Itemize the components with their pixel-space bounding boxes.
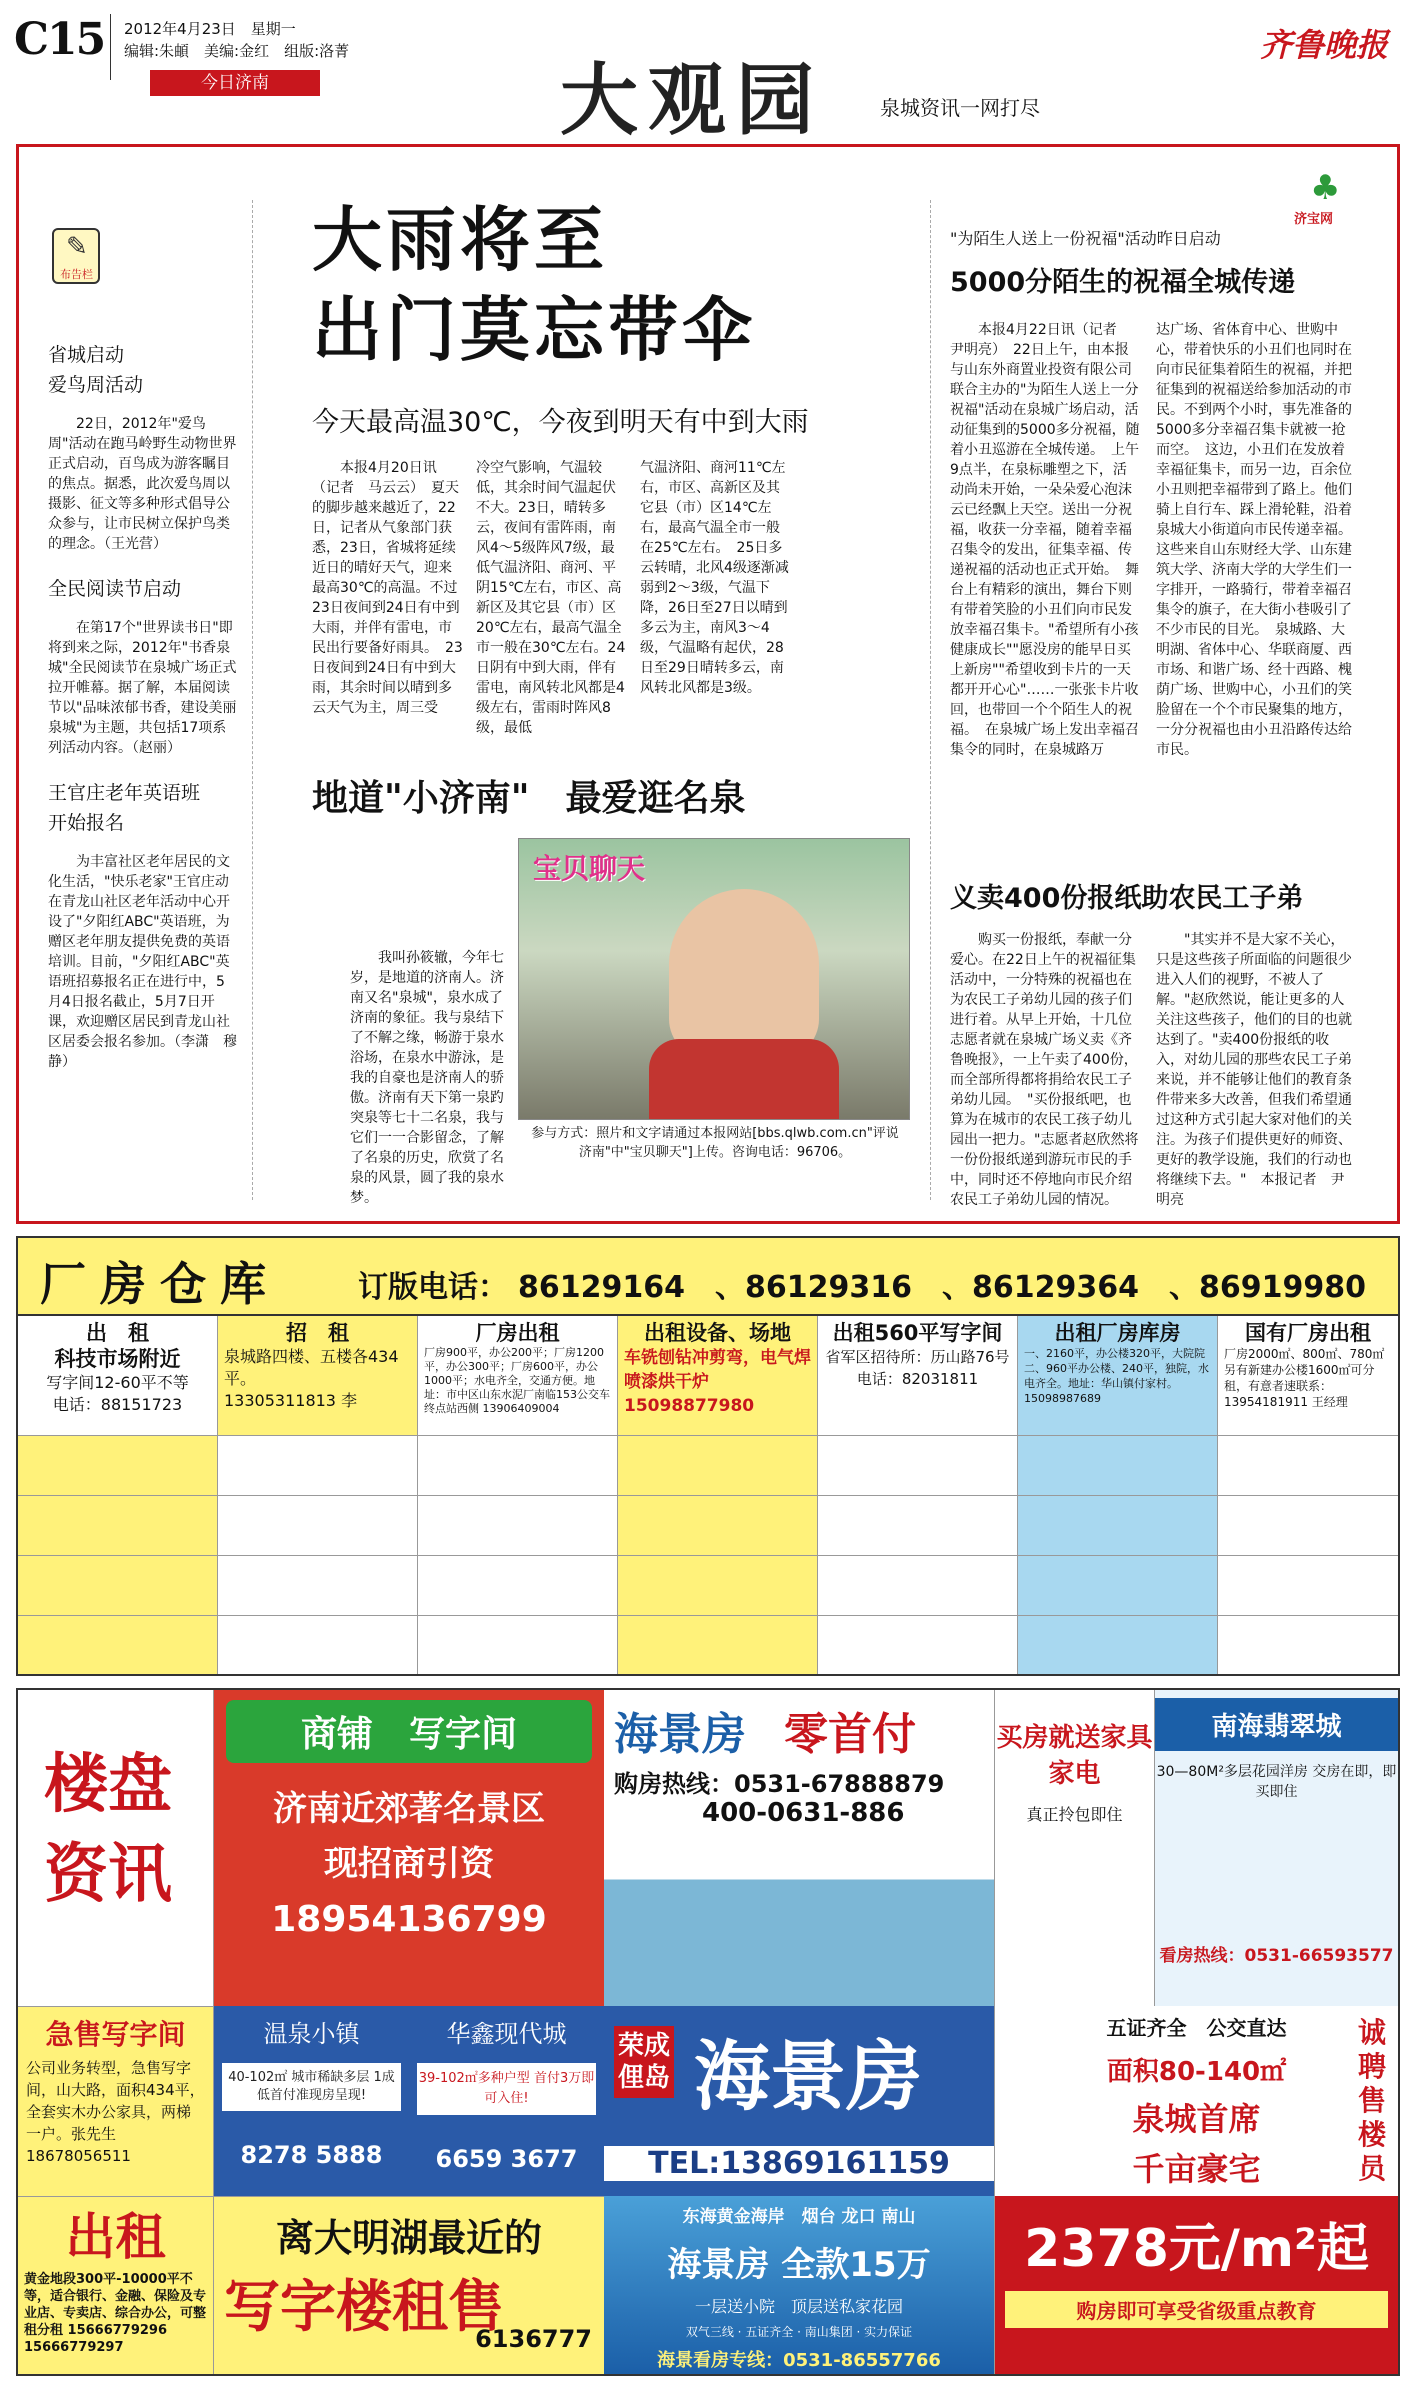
huaxin-phone: 6659 3677	[435, 2145, 578, 2173]
mingu-phone: 6136777	[475, 2325, 592, 2353]
huaxin-title: 华鑫现代城	[446, 2020, 567, 2048]
nanhai-sub: 30—80M²多层花园洋房 交房在即，即买即住	[1156, 1764, 1397, 1800]
seaview-title: 海景房	[614, 1709, 746, 1760]
ad-haijing2	[604, 2196, 994, 2374]
blessing-kicker: "为陌生人送上一份祝福"活动昨日启动	[950, 229, 1221, 248]
phones: 86129164 、86129316 、86129364 、86919980	[518, 1270, 1366, 1305]
divider	[110, 14, 111, 80]
shop-tabs: 商铺 写字间	[226, 1700, 592, 1763]
newspaper-headline: 义卖400份报纸助农民工子弟	[950, 883, 1304, 914]
ad-seaview	[604, 1690, 994, 2006]
huaxin-sub: 39-102㎡多种户型 首付3万即可入住!	[417, 2063, 596, 2115]
loupan-title: 楼盘资讯	[44, 1747, 172, 1912]
nanhai-title: 南海翡翠城	[1155, 1698, 1398, 1751]
ad-cell-title: 国有厂房出租	[1245, 1321, 1371, 1345]
tree-icon: ♣	[1310, 168, 1341, 208]
ad-cell-title: 出租设备、场地	[644, 1321, 791, 1345]
haijing2-line-2: 海景房 全款15万	[667, 2245, 931, 2285]
divider	[930, 200, 932, 1200]
bulletin-item-title: 全民阅读节启动	[48, 578, 182, 600]
nanhai-phone: 看房热线：0531-66593577	[1159, 1946, 1394, 1966]
blessing-col-1: 本报4月22日讯（记者 尹明亮） 22日上午，由本报与山东外商置业投资有限公司联合主办的"为陌生人送上一分祝福"活动在泉城广场启动，活动征集到的5000多分祝福，随着小丑巡游在全城传递。 上午9点半，在泉标雕塑之下，活动尚未开始，一朵朵爱心泡沫云已经飘上天空。送出一分祝福，收获一分幸福，随着幸福召集令的发出，征集幸福、传递祝福的活动也正式开始。 舞台上有精彩的演出，舞台下则有带着笑脸的小丑们向市民发放幸福召集卡。"希望所有小孩健康成长""愿没房的能早日买上新房""希望收到卡片的一天都开开心心"……一张张卡片收回，也带回一个个陌生人的祝福。 在泉城广场上发出幸福召集令的同时，在泉城路万	[950, 322, 1140, 758]
blessing-col-2: 达广场、省体育中心、世购中心，带着快乐的小丑们也同时在向市民征集着陌生的祝福，并把征集到的祝福送给参加活动的市民。不到两个小时，事先准备的5000多分幸福召集卡就被一抢而空。 这边，小丑们在发放着幸福征集卡，而另一边，百余位小丑则把幸福带到了路上。他们骑上自行车、踩上滑轮鞋，沿着泉城大小街道向市民传递幸福。 这些来自山东财经大学、山东建筑大学、济南大学的大学生们一字排开，一路骑行，带着幸福召集令的旗子，在大街小巷吸引了不少市民的目光。 泉城路、大明湖、省体中心、华联商厦、西市场、和谐广场、经十西路、槐荫广场、世购中心，小丑们的笑脸留在一个个市民聚集的地方，一分分祝福也由小丑沿路传达给市民。	[1156, 322, 1359, 758]
quancheng-text: 泉城首席	[1132, 2100, 1261, 2138]
shop-line-1: 济南近郊著名景区	[273, 1789, 545, 1829]
chuzu-title: 出租	[65, 2208, 166, 2266]
ad-price	[994, 2196, 1398, 2374]
ad-rongcheng	[604, 2006, 994, 2196]
rongcheng-title: 海景房	[694, 2032, 922, 2121]
ad-cell	[218, 1316, 418, 1436]
bulletin-badge	[52, 228, 100, 284]
pencil-icon: ✎	[66, 232, 88, 262]
qianmu-text: 千亩豪宅	[1132, 2150, 1261, 2188]
bulletin-item-title: 王官庄老年英语班 开始报名	[48, 782, 201, 834]
ad-cell-title: 出租560平写字间	[832, 1321, 1003, 1345]
bulletin-item	[48, 574, 238, 758]
ad-loupan	[18, 1690, 214, 2006]
ad-cell-body: 厂房900平，办公200平；厂房1200平，办公300平；厂房600平，办公1000平；水电齐全，交通方便。地址：市中区山东水泥厂南临153公交车终点站西侧 13906409004	[424, 1346, 610, 1415]
ad-cell-body: 省军区招待所：历山路76号 电话：82031811	[825, 1348, 1010, 1388]
ad-huaxin	[409, 2006, 604, 2196]
haijing2-line-1: 东海黄金海岸 烟台 龙口 南山	[682, 2207, 916, 2227]
ad-cell-title: 出租厂房库房	[1054, 1321, 1181, 1345]
child-figure	[669, 889, 819, 1059]
seaview-zero: 零首付	[784, 1709, 916, 1760]
photo-caption: 参与方式：照片和文字请通过本报网站[bbs.qlwb.com.cn"评说济南"中"宝贝聊天"]上传。咨询电话：96706。	[531, 1126, 899, 1160]
area-text: 面积80-140㎡	[1106, 2057, 1287, 2087]
rain-col-3: 气温济阳、商河11℃左右，市区、高新区及其它县（市）区14℃左右，最高气温全市一般在25℃左右。 25日多云转晴，北风4级逐渐减弱到2～3级，气温下降，26日至27日以晴到多云为主，南风3～4级，气温略有起伏，28日至29日晴转多云，南风转北风都是3级。	[640, 460, 789, 696]
ad-mingu	[214, 2196, 604, 2374]
rain-headline-1: 大雨将至	[312, 198, 608, 281]
mingu-line-1: 离大明湖最近的	[275, 2216, 542, 2260]
wenquan-sub: 40-102㎡ 城市稀缺多层 1成低首付准现房呈现!	[222, 2063, 401, 2111]
ad-cell-title: 招 租	[286, 1321, 349, 1345]
rongcheng-label: 荣成俚岛	[614, 2026, 674, 2098]
haijing2-line-4: 双气三线 · 五证齐全 · 南山集团 · 实力保证	[685, 2325, 913, 2339]
rain-col-2: 冷空气影响，气温较低，其余时间气温起伏不大。23日，晴转多云，夜间有雷阵雨，南风4～5级阵风7级，最低气温济阳、商河、平阴15℃左右，市区、高新区及其它县（市）区20℃左右，最高气温全市一般在30℃左右。24日阴有中到大雨，伴有雷电，南风转北风都是4级左右，雷雨时阵风8级，最低	[476, 460, 626, 736]
chuzu-body: 黄金地段300平-10000平不等，适合银行、金融、保险及专业店、专卖店、综合办公，可整租分租 15666779296 15666779297	[24, 2272, 207, 2355]
ad-cell	[818, 1316, 1018, 1436]
jibao-badge-label: 济宝网	[1294, 212, 1334, 227]
rongcheng-tel: TEL:13869161159	[604, 2146, 994, 2181]
wenquan-title: 温泉小镇	[263, 2020, 360, 2048]
page-slogan: 泉城资讯一网打尽	[880, 96, 1040, 120]
ad-cell	[618, 1316, 818, 1436]
ad-cell	[418, 1316, 618, 1436]
seaview-phone-1: 购房热线：0531-67888879	[614, 1770, 945, 1798]
send-title: 买房就送家具家电	[996, 1723, 1153, 1789]
ad-cell	[18, 1316, 218, 1436]
page-title: 大观园	[560, 55, 825, 146]
classified-title: 厂房仓库	[40, 1257, 280, 1311]
ad-cell	[1218, 1316, 1398, 1436]
phones-label: 订版电话：	[358, 1270, 508, 1305]
ad-nanhai	[1154, 1690, 1398, 2006]
xiaojinan-headline: 地道"小济南" 最爱逛名泉	[312, 777, 746, 819]
office-sale-body: 公司业务转型，急售写字间，山大路，面积434平，全套实木办公家具，两梯一户。张先生 18678056511	[26, 2059, 205, 2165]
section-tag: 今日济南	[150, 70, 320, 96]
mingu-line-2: 写字楼租售	[224, 2275, 504, 2340]
haijing2-phone: 海景看房专线：0531-86557766	[657, 2350, 941, 2371]
child-shirt	[649, 1039, 839, 1119]
wuzheng-text: 五证齐全 公交直达	[1106, 2016, 1287, 2040]
rain-col-1: 本报4月20日讯（记者 马云云） 夏天的脚步越来越近了，22日，记者从气象部门获悉，23日，省城将延续近日的晴好天气，迎来最高30℃的高温。不过23日夜间到24日有中到大雨，并伴有雷电，市民出行要备好雨具。 23日夜间到24日有中到大雨，其余时间以晴到多云天气为主，周三受	[312, 460, 463, 716]
ad-cell-title: 出 租 科技市场附近	[54, 1321, 181, 1371]
ad-cell-body: 厂房2000㎡、800㎡、780㎡另有新建办公楼1600㎡可分租，有意者速联系：13954181911 王经理	[1224, 1347, 1385, 1409]
child-photo	[518, 838, 910, 1120]
send-sub: 真正拎包即住	[1026, 1805, 1123, 1824]
ad-cell-title: 厂房出租	[475, 1321, 560, 1345]
classified-grid	[16, 1316, 1400, 1676]
rain-headline-2: 出门莫忘带伞	[312, 288, 756, 371]
shop-phone: 18954136799	[271, 1899, 547, 1940]
bulletin-item-body: 为丰富社区老年居民的文化生活，"快乐老家"王官庄动在青龙山社区老年活动中心开设了"夕阳红ABC"英语班，为赠区老年朋友提供免费的英语培训。目前，"夕阳红ABC"英语班招募报名正在进行中，5月4日报名截止，5月7日开课，欢迎赠区居民到青龙山社区居委会报名参加。（李潇 穆静）	[48, 854, 237, 1070]
edu-text: 购房即可享受省级重点教育	[1005, 2291, 1388, 2328]
newspaper-col-2: "其实并不是大家不关心，只是这些孩子所面临的问题很少进入人们的视野，不被人了解。"赵欣然说，能让更多的人关注这些孩子，他们的目的也就达到了。"卖400份报纸的收入，对幼儿园的那些农民工子弟来说，并不能够让他们的教育条件带来多大改善，但我们希望通过这种方式引起大家对他们的关注。为孩子们提供更好的师资、更好的教学设施，我们的行动也将继续下去。" 本报记者 尹明亮	[1156, 932, 1352, 1208]
ad-cell-body: 车铣刨钻冲剪弯，电气焊喷漆烘干炉 15098877980	[624, 1348, 811, 1416]
bulletin-item	[48, 340, 238, 554]
xiaojinan-body: 我叫孙筱辙，今年七岁，是地道的济南人。济南又名"泉城"，泉水成了济南的象征。我与泉结下了不解之缘，畅游于泉水浴场，在泉水中游泳，是我的自豪也是济南人的骄傲。济南有天下第一泉趵突泉等七十二名泉，我与它们一一合影留念，了解了名泉的历史，欣赏了名泉的风景，圆了我的泉水梦。	[350, 950, 504, 1206]
paper-logo: 齐鲁晚报	[1260, 26, 1389, 64]
office-sale-title: 急售写字间	[45, 2018, 186, 2051]
blessing-headline: 5000分陌生的祝福全城传递	[950, 267, 1296, 298]
page-number: C15	[14, 14, 105, 65]
ad-cell-body: 写字间12-60平不等 电话：88151723	[46, 1373, 189, 1414]
haijing2-line-3: 一层送小院 顶层送私家花园	[694, 2297, 903, 2316]
bulletin-item-body: 在第17个"世界读书日"即将到来之际，2012年"书香泉城"全民阅读节在泉城广场正式拉开帷幕。据了解，本届阅读节以"品味浓郁书香，建设美丽泉城"为主题，共包括17项系列活动内容。（赵丽）	[48, 620, 237, 756]
newspaper-col-1: 购买一份报纸，奉献一分爱心。在22日上午的祝福征集活动中，一分特殊的祝福也在为农民工子弟幼儿园的孩子们进行着。从早上开始，十几位志愿者就在泉城广场义卖《齐鲁晚报》，一上午卖了400份，而全部所得都将捐给农民工子弟幼儿园。 "买份报纸吧，也算为在城市的农民工孩子幼儿园出一把力。"志愿者赵欣然将一份份报纸递到游玩市民的手中，同时还不停地向市民介绍农民工子弟幼儿园的情况。	[950, 932, 1139, 1208]
ad-send	[994, 1690, 1154, 2006]
bulletin-badge-label: 布告栏	[60, 268, 93, 281]
rain-subhead: 今天最高温30℃，今夜到明天有中到大雨	[312, 407, 809, 438]
bulletin-column	[48, 340, 238, 1072]
divider	[252, 200, 254, 1200]
price-text: 2378元/m²起	[1024, 2219, 1369, 2279]
shop-line-2: 现招商引资	[324, 1844, 494, 1884]
jibao-badge	[1288, 168, 1364, 228]
classified-banner	[16, 1236, 1400, 1316]
ad-wenquan	[214, 2006, 409, 2196]
ad-cell-body: 一、2160平，办公楼320平，大院院 二、960平办公楼、240平，独院，水电齐全。地址：华山镇付家村。15098987689	[1024, 1347, 1209, 1405]
bulletin-item-body: 22日，2012年"爱鸟周"活动在跑马岭野生动物世界正式启动，百鸟成为游客瞩目的焦点。据悉，此次爱鸟周以摄影、征文等多种形式倡导公众参与，让市民树立保护鸟类的理念。（王光营）	[48, 416, 237, 552]
recruit-text: 诚聘售楼员	[1358, 2016, 1387, 2185]
issue-date: 2012年4月23日 星期一	[124, 20, 296, 38]
ad-cell	[1018, 1316, 1218, 1436]
photo-badge: 宝贝聊天	[533, 852, 646, 885]
ad-cell-body: 泉城路四楼、五楼各434平。 13305311813 李	[224, 1347, 399, 1410]
ad-office-sale	[18, 2006, 214, 2196]
editors: 编辑:朱頔 美编:金红 组版:洛菁	[124, 42, 350, 60]
bulletin-item-title: 省城启动 爱鸟周活动	[48, 344, 144, 396]
seaview-phone-2: 400-0631-886	[702, 1798, 905, 1828]
ad-chuzu	[18, 2196, 214, 2374]
wenquan-phone: 8278 5888	[240, 2141, 383, 2169]
bulletin-item	[48, 778, 238, 1072]
ad-grid-rows	[18, 1436, 1398, 1674]
ad-shop	[214, 1690, 604, 2006]
ad-wuzheng	[994, 2006, 1398, 2196]
